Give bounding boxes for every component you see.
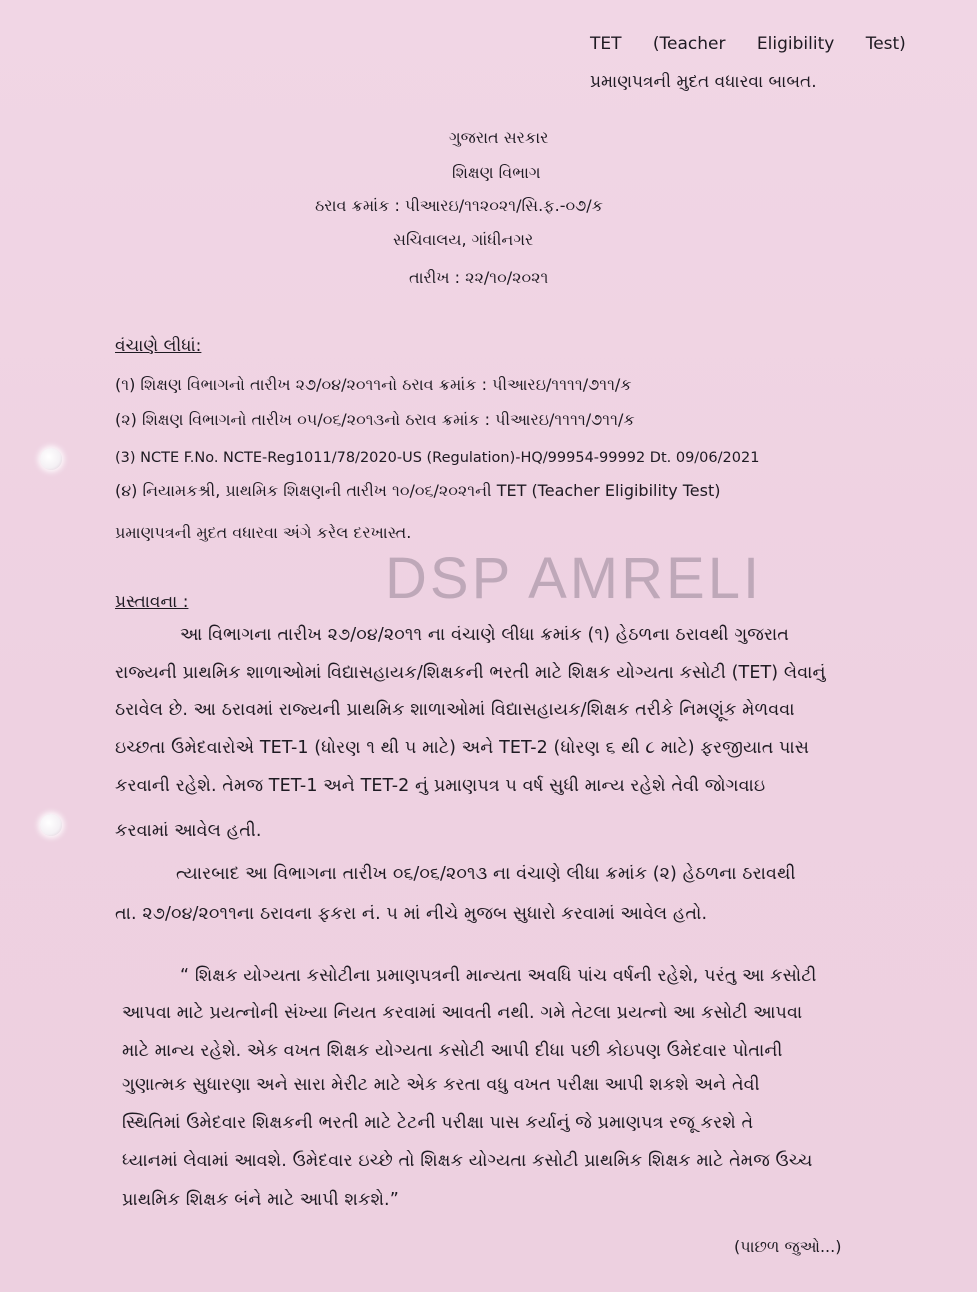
subject-word: (Teacher bbox=[652, 34, 726, 54]
subject-word: TET bbox=[590, 34, 622, 54]
preamble-line: કરવાની રહેશે. તેમજ TET-1 અને TET-2 નું પ્રમાણપત્ર ૫ વર્ષ સુધી માન્ય રહેશે તેવી જોગવાઇ bbox=[115, 776, 766, 796]
department-name: શિક્ષણ વિભાગ bbox=[452, 163, 541, 182]
office-location: સચિવાલય, ગાંધીનગર bbox=[393, 230, 534, 249]
see-overleaf-note: (પાછળ જુઓ...) bbox=[734, 1237, 842, 1256]
preamble-line: આ વિભાગના તારીખ ૨૭/૦૪/૨૦૧૧ ના વંચાણે લીધા ક્રમાંક (૧) હેઠળના ઠરાવથી ગુજરાત bbox=[180, 625, 789, 645]
punch-hole bbox=[40, 814, 62, 836]
subject-line-2: પ્રમાણપત્રની મુદત વધારવા બાબત. bbox=[590, 72, 817, 92]
preamble-line: ઇચ્છતા ઉમેદવારોએ TET-1 (ધોરણ ૧ થી ૫ માટે) અને TET-2 (ધોરણ ૬ થી ૮ માટે) ફરજીયાત પાસ bbox=[115, 738, 810, 758]
preamble-heading: પ્રસ્તાવના : bbox=[115, 592, 189, 612]
subject-word: Eligibility bbox=[756, 34, 835, 54]
quote-line: માટે માન્ય રહેશે. એક વખત શિક્ષક યોગ્યતા કસોટી આપી દીધા પછી કોઇપણ ઉમેદવાર પોતાની bbox=[122, 1041, 783, 1061]
quote-line: ગુણાત્મક સુધારણા અને સારા મેરીટ માટે એક કરતા વધુ વખત પરીક્ષા આપી શકશે અને તેવી bbox=[122, 1075, 760, 1095]
government-name: ગુજરાત સરકાર bbox=[449, 128, 549, 147]
subject-word: Test) bbox=[865, 34, 906, 54]
punch-hole bbox=[40, 448, 62, 470]
preamble-line: કરવામાં આવેલ હતી. bbox=[115, 821, 262, 841]
references-heading: વંચાણે લીધાં: bbox=[115, 336, 202, 356]
reference-item: (3) NCTE F.No. NCTE-Reg1011/78/2020-US (Regulation)-HQ/99954-99992 Dt. 09/06/2021 bbox=[115, 450, 760, 466]
reference-item: (૨) શિક્ષણ વિભાગનો તારીખ ૦૫/૦૬/૨૦૧૩નો ઠરાવ ક્રમાંક : પીઆરઇ/૧૧૧૧/૭૧૧/ક bbox=[115, 410, 635, 429]
subject-line-1 bbox=[590, 34, 906, 54]
preamble-line: રાજ્યની પ્રાથમિક શાળાઓમાં વિદ્યાસહાયક/શિક્ષકની ભરતી માટે શિક્ષક યોગ્યતા કસોટી (TET) લેવાનું bbox=[115, 663, 826, 683]
quote-line: ધ્યાનમાં લેવામાં આવશે. ઉમેદવાર ઇચ્છે તો શિક્ષક યોગ્યતા કસોટી પ્રાથમિક શિક્ષક માટે તેમજ ઉચ્ચ bbox=[122, 1151, 813, 1171]
resolution-date: તારીખ : ૨૨/૧૦/૨૦૨૧ bbox=[409, 268, 549, 287]
watermark: DSP AMRELI bbox=[385, 546, 763, 611]
resolution-number: ઠરાવ ક્રમાંક : પીઆરઇ/૧૧૨૦૨૧/સિ.ફ.-૦૭/ક bbox=[315, 196, 603, 215]
preamble-line: ત્યારબાદ આ વિભાગના તારીખ ૦૬/૦૬/૨૦૧૩ ના વંચાણે લીધા ક્રમાંક (૨) હેઠળના ઠરાવથી bbox=[176, 864, 796, 884]
quote-line: સ્થિતિમાં ઉમેદવાર શિક્ષકની ભરતી માટે ટેટની પરીક્ષા પાસ કર્યાનું જે પ્રમાણપત્ર રજૂ કરશે તે bbox=[122, 1113, 754, 1133]
reference-item: (૪) નિયામકશ્રી, પ્રાથમિક શિક્ષણની તારીખ ૧૦/૦૬/૨૦૨૧ની TET (Teacher Eligibility Test) bbox=[115, 481, 721, 500]
preamble-line: ઠરાવેલ છે. આ ઠરાવમાં રાજ્યની પ્રાથમિક શાળાઓમાં વિદ્યાસહાયક/શિક્ષક તરીકે નિમણૂંક મેળવવા bbox=[115, 700, 795, 720]
reference-item-continued: પ્રમાણપત્રની મુદત વધારવા અંગે કરેલ દરખાસ્ત. bbox=[115, 523, 412, 542]
quote-line: આપવા માટે પ્રયત્નોની સંખ્યા નિયત કરવામાં આવતી નથી. ગમે તેટલા પ્રયત્નો આ કસોટી આપવા bbox=[122, 1003, 803, 1023]
preamble-line: તા. ૨૭/૦૪/૨૦૧૧ના ઠરાવના ફકરા નં. ૫ માં નીચે મુજબ સુધારો કરવામાં આવેલ હતો. bbox=[115, 904, 708, 924]
quote-line: “ શિક્ષક યોગ્યતા કસોટીના પ્રમાણપત્રની માન્યતા અવધિ પાંચ વર્ષની રહેશે, પરંતુ આ કસોટી bbox=[180, 966, 817, 986]
quote-line: પ્રાથમિક શિક્ષક બંને માટે આપી શકશે.” bbox=[122, 1190, 399, 1210]
reference-item: (૧) શિક્ષણ વિભાગનો તારીખ ૨૭/૦૪/૨૦૧૧નો ઠરાવ ક્રમાંક : પીઆરઇ/૧૧૧૧/૭૧૧/ક bbox=[115, 375, 632, 394]
